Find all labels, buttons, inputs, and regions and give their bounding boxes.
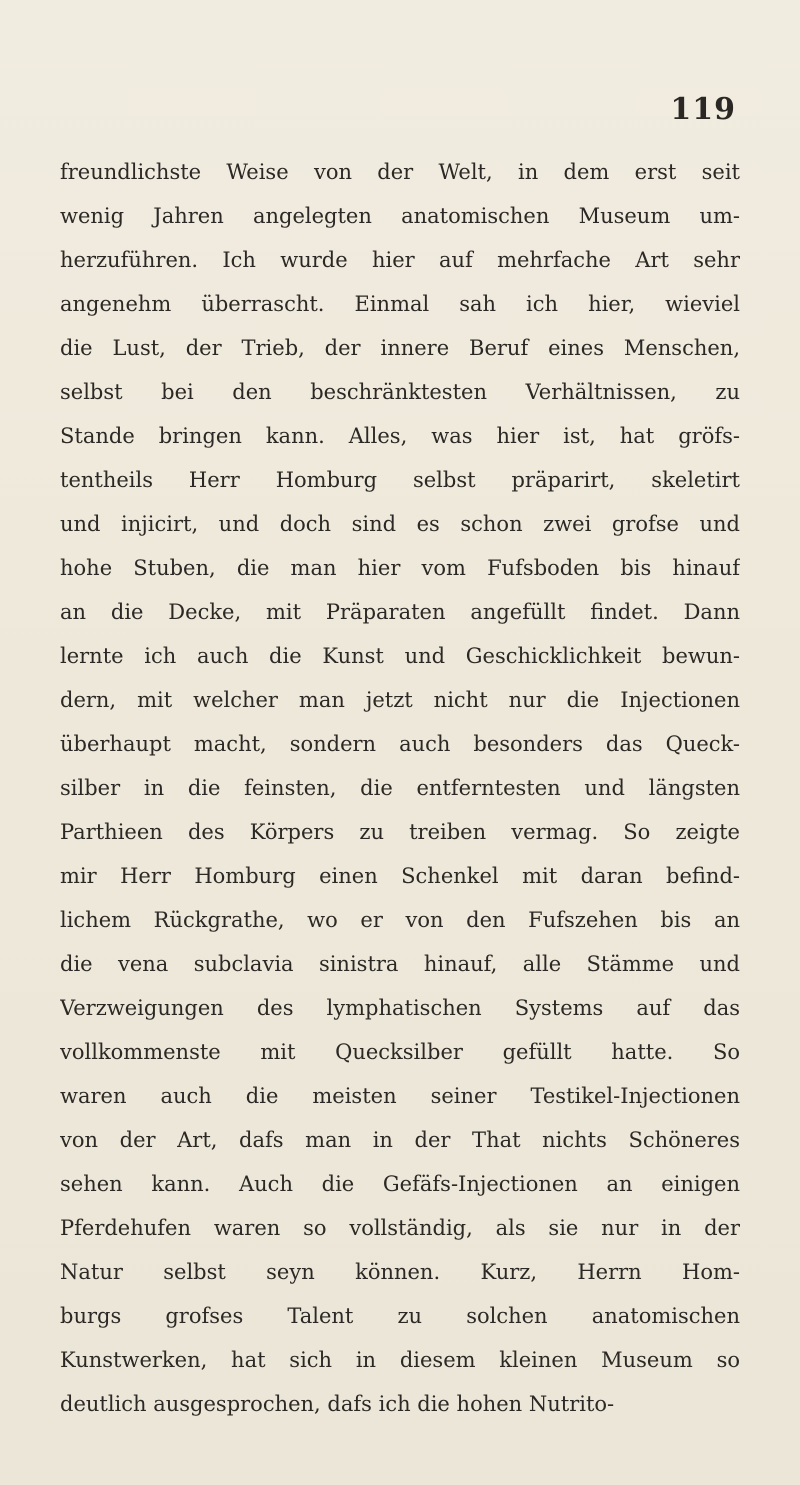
text-line: burgs grofses Talent zu solchen anatomischen <box>60 1304 740 1328</box>
text-line: Natur selbst seyn können. Kurz, Herrn Hom- <box>60 1260 740 1284</box>
text-line: freundlichste Weise von der Welt, in dem erst seit <box>60 160 740 184</box>
text-line: und injicirt, und doch sind es schon zwei grofse und <box>60 512 740 536</box>
text-line: angenehm überrascht. Einmal sah ich hier, wieviel <box>60 292 740 316</box>
text-line: mir Herr Homburg einen Schenkel mit daran befind- <box>60 864 740 888</box>
text-line: die vena subclavia sinistra hinauf, alle Stämme und <box>60 952 740 976</box>
body-text <box>60 150 740 1426</box>
text-line: sehen kann. Auch die Gefäfs-Injectionen an einigen <box>60 1172 740 1196</box>
text-line: wenig Jahren angelegten anatomischen Museum um- <box>60 204 740 228</box>
text-line: deutlich ausgesprochen, dafs ich die hohen Nutrito- <box>60 1392 615 1416</box>
text-line: Kunstwerken, hat sich in diesem kleinen Museum so <box>60 1348 740 1372</box>
text-line: lernte ich auch die Kunst und Geschicklichkeit bewun- <box>60 644 740 668</box>
text-line: die Lust, der Trieb, der innere Beruf eines Menschen, <box>60 336 740 360</box>
text-line: vollkommenste mit Quecksilber gefüllt hatte. So <box>60 1040 740 1064</box>
text-line: waren auch die meisten seiner Testikel-Injectionen <box>60 1084 740 1108</box>
text-line: überhaupt macht, sondern auch besonders das Queck- <box>60 732 740 756</box>
text-line: an die Decke, mit Präparaten angefüllt findet. Dann <box>60 600 740 624</box>
text-line: dern, mit welcher man jetzt nicht nur die Injectionen <box>60 688 740 712</box>
text-line: tentheils Herr Homburg selbst präparirt, skeletirt <box>60 468 740 492</box>
text-line: Stande bringen kann. Alles, was hier ist, hat gröfs- <box>60 424 740 448</box>
text-line: silber in die feinsten, die entferntesten und längsten <box>60 776 740 800</box>
text-line: Pferdehufen waren so vollständig, als sie nur in der <box>60 1216 740 1240</box>
text-line: von der Art, dafs man in der That nichts Schöneres <box>60 1128 740 1152</box>
page-number: 119 <box>670 92 736 127</box>
text-line: herzuführen. Ich wurde hier auf mehrfache Art sehr <box>60 248 740 272</box>
text-line: Verzweigungen des lymphatischen Systems auf das <box>60 996 740 1020</box>
text-line: selbst bei den beschränktesten Verhältnissen, zu <box>60 380 740 404</box>
text-line: Parthieen des Körpers zu treiben vermag. So zeigte <box>60 820 740 844</box>
text-line: hohe Stuben, die man hier vom Fufsboden bis hinauf <box>60 556 740 580</box>
text-line: lichem Rückgrathe, wo er von den Fufszehen bis an <box>60 908 740 932</box>
